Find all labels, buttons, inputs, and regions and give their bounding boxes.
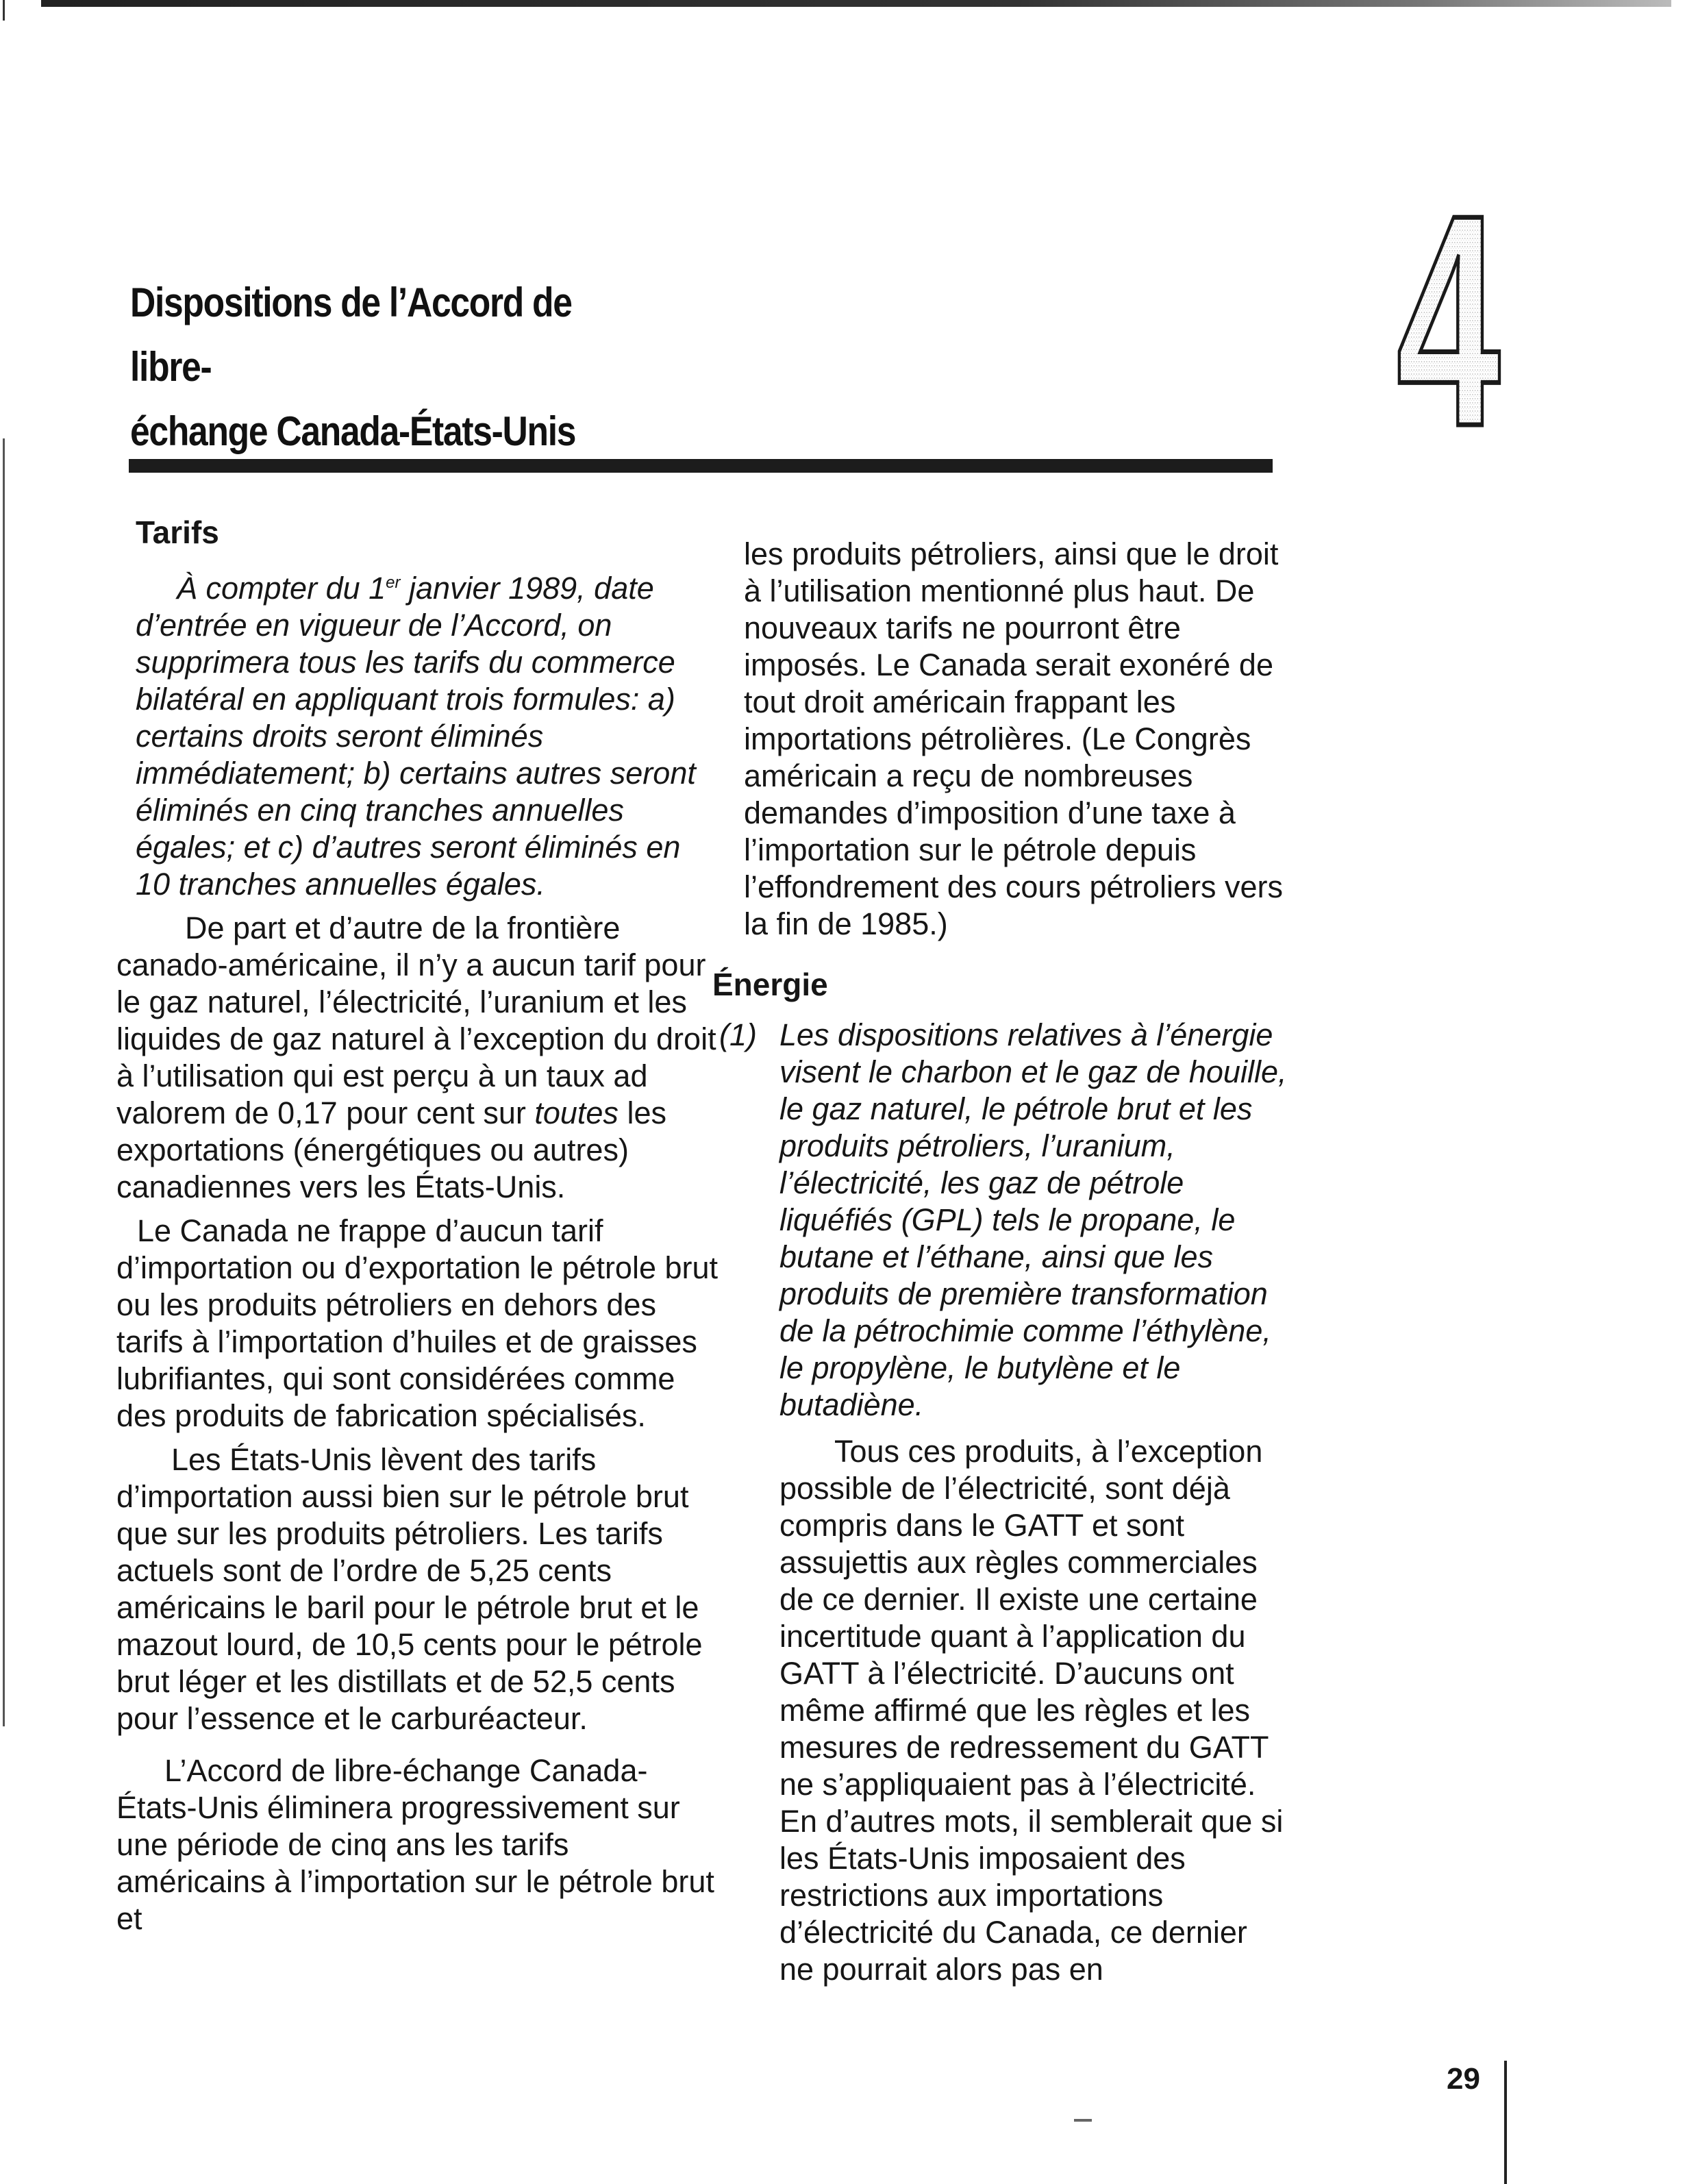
tarifs-p1-end: janvier 1989, date d’entrée en vigueur de l’Accord, on supprimera tous les tarifs du commerce bilatéral en appliquant trois formules: a) certains droits seront éliminés immédiatement; b) certains autres seront éliminés en cinq tranches annuelles égales; et c) d’autres seront éliminés en 10 tranches annuelles égales. bbox=[136, 571, 696, 902]
section-heading-tarifs: Tarifs bbox=[136, 514, 219, 550]
list-item-number: (1) bbox=[719, 1017, 757, 1052]
tarifs-paragraph-5: L’Accord de libre-échange Canada-États-Unis éliminera progressivement sur une période de cinq ans les tarifs américains à l’importation sur le pétrole brut et bbox=[116, 1753, 714, 1936]
stray-mark bbox=[1074, 2119, 1092, 2122]
chapter-title-line-2: échange Canada-États-Unis bbox=[130, 408, 576, 454]
tarifs-p2-emphasis: toutes bbox=[534, 1095, 619, 1130]
chapter-number bbox=[1363, 192, 1534, 445]
section-heading-energie: Énergie bbox=[712, 967, 828, 1002]
page-margin-rule bbox=[1504, 2061, 1507, 2184]
chapter-title-line-1: Dispositions de l’Accord de libre- bbox=[130, 280, 572, 390]
right-column bbox=[712, 536, 1288, 1988]
tarifs-paragraph-3: Le Canada ne frappe d’aucun tarif d’importation ou d’exportation le pétrole brut ou les produits pétroliers en dehors des tarifs à l’importation d’huiles et de graisses lubrifiantes, qui sont considérées comme des produits de fabrication spécialisés. bbox=[116, 1213, 719, 1433]
superscript-er: er bbox=[386, 573, 401, 592]
tarifs-p1-start: À compter du 1 bbox=[177, 571, 386, 606]
chapter-number-glyph: 4 bbox=[1396, 192, 1501, 445]
left-column bbox=[110, 514, 719, 1937]
continued-paragraph: les produits pétroliers, ainsi que le droit à l’utilisation mentionné plus haut. De nouveaux tarifs ne pourront être imposés. Le Canada serait exonéré de tout droit américain frappant les importations pétrolières. (Le Congrès américain a reçu de nombreuses demandes d’imposition d’une taxe à l’importation sur le pétrole depuis l’effondrement des cours pétroliers vers la fin de 1985.) bbox=[744, 536, 1284, 941]
energy-list-item-1 bbox=[712, 1017, 1288, 1424]
tarifs-paragraph-1 bbox=[110, 564, 719, 903]
top-border-rule bbox=[41, 0, 1671, 7]
tarifs-p2-start: De part et d’autre de la frontière canado-américaine, il n’y a aucun tarif pour le gaz naturel, l’électricité, l’uranium et les liquides de gaz naturel à l’exception du droit à l’utilisation qui est perçu à un taux ad valorem de 0,17 pour cent sur bbox=[116, 910, 716, 1130]
chapter-title bbox=[130, 271, 637, 464]
tarifs-paragraph-2 bbox=[110, 910, 719, 1206]
title-rule bbox=[129, 459, 1273, 473]
energy-paragraph-2: Tous ces produits, à l’exception possible de l’électricité, sont déjà compris dans le GATT et sont assujettis aux règles commerciales de ce dernier. Il existe une certaine incertitude quant à l’application du GATT à l’électricité. D’aucuns ont même affirmé que les règles et les mesures de redressement du GATT ne s’appliquaient pas à l’électricité. En d’autres mots, il semblerait que si les États-Unis imposaient des restrictions aux importations d’électricité du Canada, ce dernier ne pourrait alors pas en bbox=[779, 1434, 1284, 1987]
page-number: 29 bbox=[1447, 2062, 1480, 2096]
tarifs-p2-end: les exportations (énergétiques ou autres) canadiennes vers les États-Unis. bbox=[116, 1095, 666, 1204]
scan-edge-line bbox=[3, 438, 5, 1726]
scan-edge-mark bbox=[3, 0, 5, 21]
tarifs-paragraph-4: Les États-Unis lèvent des tarifs d’importation aussi bien sur le pétrole brut que sur les produits pétroliers. Les tarifs actuels sont de l’ordre de 5,25 cents américains le baril pour le pétrole brut et le mazout lourd, de 10,5 cents pour le pétrole brut léger et les distillats et de 52,5 cents pour l’essence et le carburéacteur. bbox=[116, 1442, 703, 1736]
list-item-text: Les dispositions relatives à l’énergie visent le charbon et le gaz de houille, le gaz naturel, le pétrole brut et les produits pétroliers, l’uranium, l’électricité, les gaz de pétrole liquéfiés (GPL) tels le propane, le butane et l’éthane, ainsi que les produits de première transformation de la pétrochimie comme l’éthylène, le propylène, le butylène et le butadiène. bbox=[779, 1017, 1287, 1422]
